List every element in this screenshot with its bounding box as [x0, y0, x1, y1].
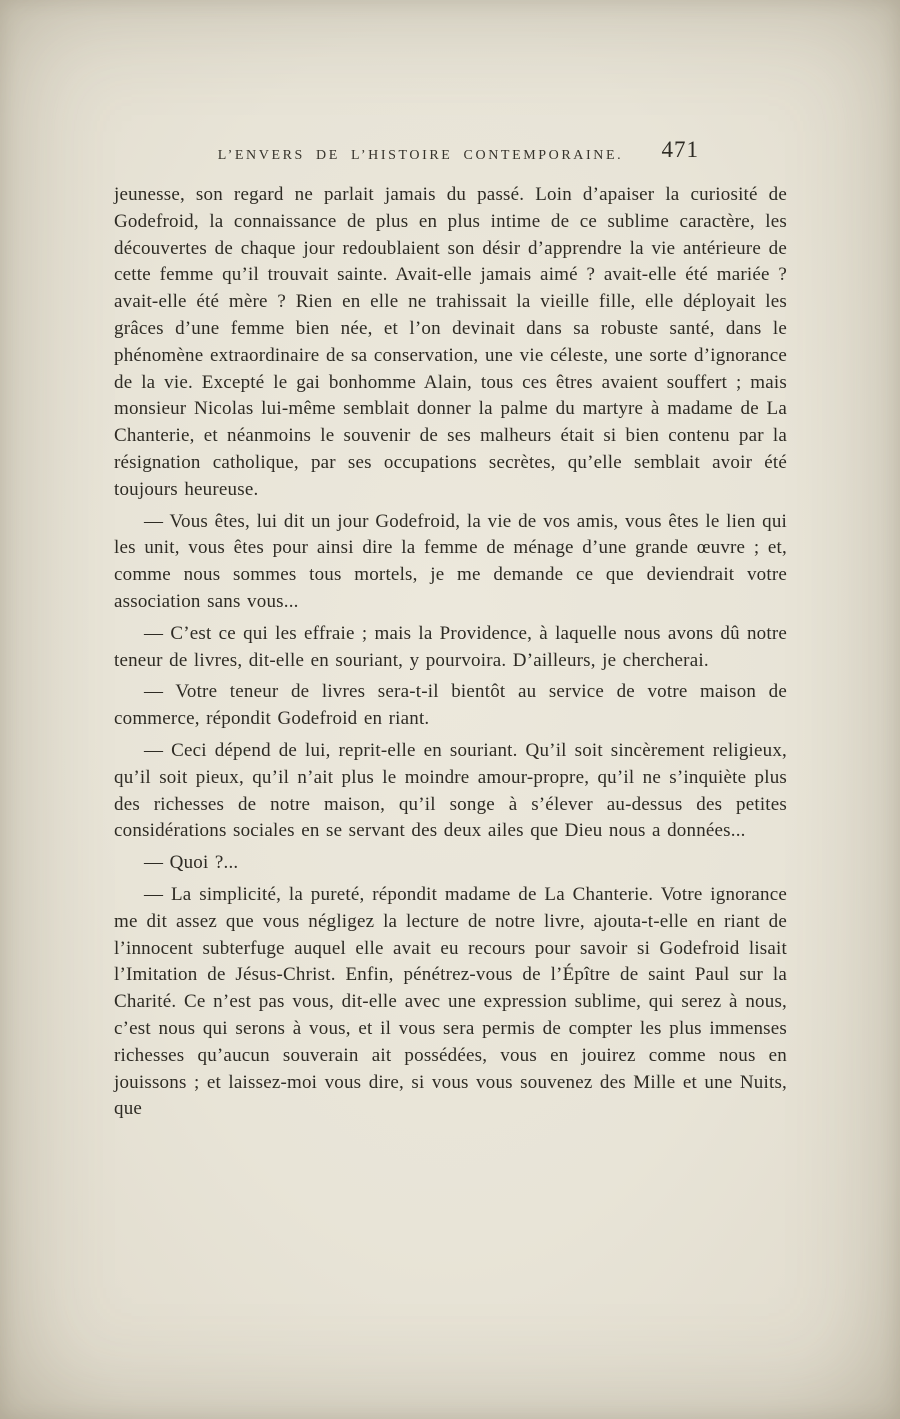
text-block	[114, 182, 787, 1123]
page-number: 471	[661, 137, 699, 162]
paragraph-dialogue: — Quoi ?...	[144, 852, 239, 874]
paragraph-dialogue: — Votre teneur de livres sera-t-il bientôt au service de votre maison de commerce, répondit Godefroid en riant.	[114, 681, 787, 730]
paragraph-dialogue: — C’est ce qui les effraie ; mais la Providence, à laquelle nous avons dû notre teneur de livres, dit-elle en souriant, y pourvoira. D’ailleurs, je chercherai.	[114, 622, 787, 671]
paragraph-dialogue: — La simplicité, la pureté, répondit madame de La Chanterie. Votre ignorance me dit assez que vous négligez la lecture de notre livre, ajouta-t-elle en riant de l’innocent subterfuge auquel elle avait eu recours pour savoir si Godefroid lisait l’Imitation de Jésus-Christ. Enfin, pénétrez-vous de l’Épître de saint Paul sur la Charité. Ce n’est pas vous, dit-elle avec une expression sublime, qui serez à nous, c’est nous qui serons à vous, et il vous sera permis de compter les plus immenses richesses qu’aucun souverain ait possédées, vous en jouirez comme nous en jouissons ; et laissez-moi vous dire, si vous vous souvenez des Mille et une Nuits, que	[114, 883, 787, 1120]
text-column	[114, 136, 787, 1128]
paragraph-continuation: jeunesse, son regard ne parlait jamais du passé. Loin d’apaiser la curiosité de Godefroid, la connaissance de plus en plus intime de ce sublime caractère, les découvertes de chaque jour redoublaient son désir d’apprendre la vie antérieure de cette femme qu’il trouvait sainte. Avait-elle jamais aimé ? avait-elle été mariée ? avait-elle été mère ? Rien en elle ne trahissait la vieille fille, elle déployait les grâces d’une femme bien née, et l’on devinait dans sa robuste santé, dans le phénomène extraordinaire de sa conservation, une vie céleste, une sorte d’ignorance de la vie. Excepté le gai bonhomme Alain, tous ces êtres avaient souffert ; mais monsieur Nicolas lui-même semblait donner la palme du martyre à madame de La Chanterie, et néanmoins le souvenir de ses malheurs était si bien contenu par la résignation catholique, par ses occupations secrètes, qu’elle semblait avoir été toujours heureuse.	[114, 184, 787, 500]
page-header	[114, 136, 787, 178]
paragraph-dialogue: — Ceci dépend de lui, reprit-elle en souriant. Qu’il soit sincèrement religieux, qu’il soit pieux, qu’il n’ait plus le moindre amour-propre, qu’il ne s’inquiète plus des richesses de notre maison, qu’il songe à s’élever au-dessus des petites considérations sociales en se servant des deux ailes que Dieu nous a données...	[114, 739, 787, 842]
running-title: L’ENVERS DE L’HISTOIRE CONTEMPORAINE.	[217, 148, 624, 163]
paragraph-dialogue: — Vous êtes, lui dit un jour Godefroid, la vie de vos amis, vous êtes le lien qui les unit, vous êtes pour ainsi dire la femme de ménage d’une grande œuvre ; et, comme nous sommes tous mortels, je me demande ce que deviendrait votre association sans vous...	[114, 510, 787, 612]
